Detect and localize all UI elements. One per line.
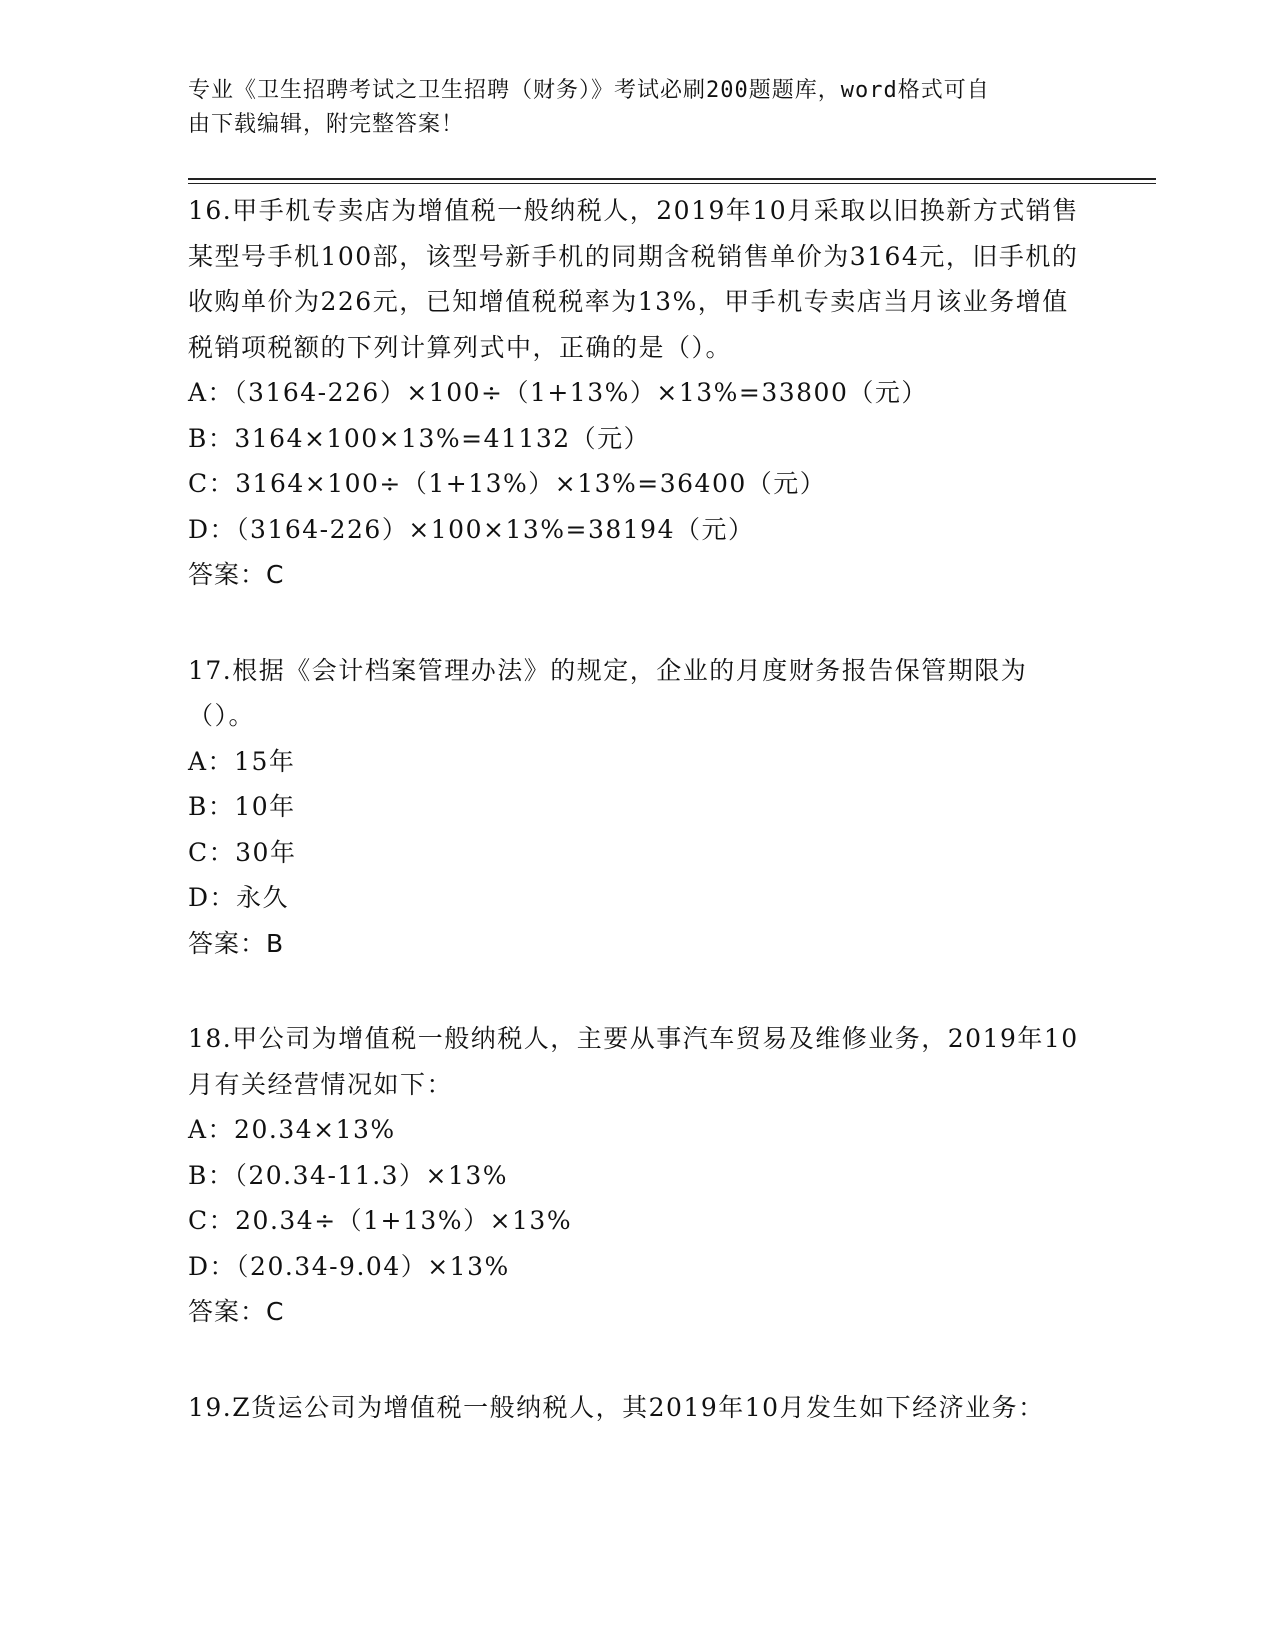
option-a: A：20.34×13% bbox=[188, 1115, 396, 1144]
option-c: C：20.34÷（1+13%）×13% bbox=[188, 1206, 573, 1235]
option-b: B：10年 bbox=[188, 792, 296, 821]
option-c: C：30年 bbox=[188, 837, 297, 867]
header-divider-thick bbox=[188, 178, 1156, 180]
option-b: B：（20.34-11.3）×13% bbox=[188, 1160, 509, 1190]
header-line-1: 专业《卫生招聘考试之卫生招聘（财务）》考试必刷200题题库，word格式可自 bbox=[188, 78, 990, 103]
question-16 bbox=[188, 188, 1088, 598]
option-d: D：（3164-226）×100×13%=38194（元） bbox=[188, 514, 755, 544]
question-19 bbox=[188, 1385, 1088, 1431]
question-text: 19.Z货运公司为增值税一般纳税人，其2019年10月发生如下经济业务： bbox=[188, 1392, 1045, 1422]
question-text: 16.甲手机专卖店为增值税一般纳税人，2019年10月采取以旧换新方式销售某型号手机100部，该型号新手机的同期含税销售单价为3164元，旧手机的收购单价为226元，已知增值税税率为13%，甲手机专卖店当月该业务增值税销项税额的下列计算列式中，正确的是（）。 bbox=[188, 196, 1079, 362]
option-d: D：（20.34-9.04）×13% bbox=[188, 1251, 510, 1281]
option-b: B：3164×100×13%=41132（元） bbox=[188, 423, 651, 453]
question-17 bbox=[188, 648, 1088, 967]
question-text: 18.甲公司为增值税一般纳税人，主要从事汽车贸易及维修业务，2019年10月有关经营情况如下： bbox=[188, 1024, 1079, 1099]
option-d: D：永久 bbox=[188, 883, 290, 912]
header-divider-thin bbox=[188, 183, 1156, 184]
option-a: A：（3164-226）×100÷（1+13%）×13%=33800（元） bbox=[188, 378, 928, 407]
document-header bbox=[188, 74, 1088, 142]
question-18 bbox=[188, 1016, 1088, 1335]
answer: 答案：C bbox=[188, 560, 285, 589]
header-line-2: 由下载编辑，附完整答案！ bbox=[188, 112, 465, 137]
answer: 答案：C bbox=[188, 1297, 285, 1326]
answer: 答案：B bbox=[188, 928, 285, 958]
option-a: A：15年 bbox=[188, 746, 296, 776]
question-text: 17.根据《会计档案管理办法》的规定，企业的月度财务报告保管期限为（）。 bbox=[188, 655, 1028, 730]
option-c: C：3164×100÷（1+13%）×13%=36400（元） bbox=[188, 469, 827, 498]
question-list bbox=[188, 188, 1088, 1480]
